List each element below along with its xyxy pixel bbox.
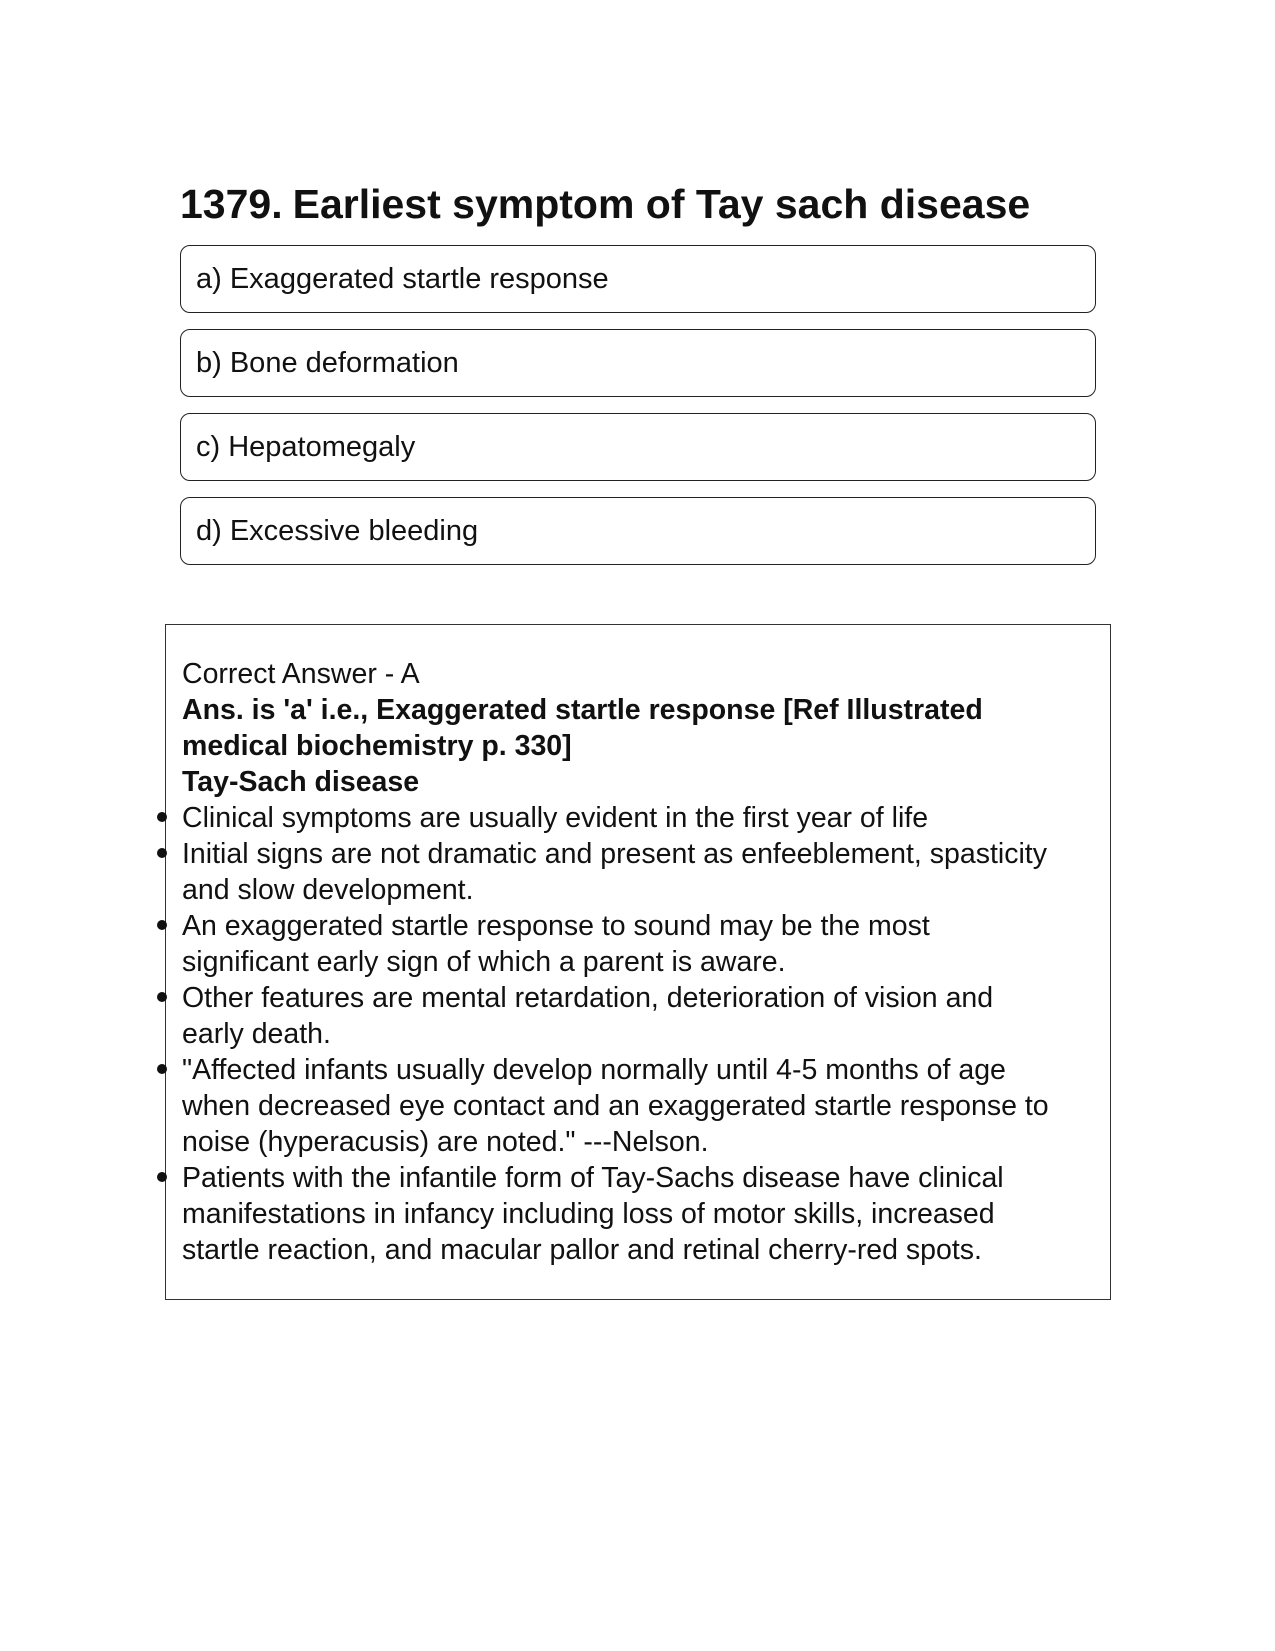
question-number: 1379.: [180, 181, 283, 227]
bullet-line: Other features are mental retardation, deterioration of vision and: [182, 982, 994, 1014]
bullet-item: [182, 800, 1096, 836]
bullet-item: [182, 908, 1096, 980]
explanation-line: Ans. is 'a' i.e., Exaggerated startle response [Ref Illustrated: [182, 694, 983, 726]
option-c[interactable]: [180, 413, 1096, 481]
explanation-heading: Tay-Sach disease: [182, 766, 420, 798]
bullet-item: [182, 836, 1096, 908]
option-label: d) Excessive bleeding: [196, 514, 479, 547]
option-a[interactable]: [180, 245, 1096, 313]
option-label: a) Exaggerated startle response: [196, 262, 609, 295]
bullet-line: An exaggerated startle response to sound may be the most: [182, 910, 930, 942]
answer-explanation-box: [165, 624, 1111, 1300]
bullet-line: early death.: [182, 1018, 331, 1050]
bullet-item: [182, 1052, 1096, 1160]
bullet-item: [182, 1160, 1096, 1268]
option-b[interactable]: [180, 329, 1096, 397]
explanation-bullet-list: [182, 800, 1096, 1268]
bullet-line: when decreased eye contact and an exaggerated startle response to: [182, 1090, 1049, 1122]
bullet-item: [182, 980, 1096, 1052]
bullet-line: noise (hyperacusis) are noted." ---Nelson.: [182, 1126, 709, 1158]
bullet-line: and slow development.: [182, 874, 474, 906]
option-label: c) Hepatomegaly: [196, 430, 416, 463]
bullet-line: "Affected infants usually develop normally until 4-5 months of age: [182, 1054, 1006, 1086]
bullet-line: startle reaction, and macular pallor and retinal cherry-red spots.: [182, 1234, 982, 1266]
correct-answer: Correct Answer - A: [182, 658, 420, 690]
option-label: b) Bone deformation: [196, 346, 459, 379]
bullet-dot-icon: [157, 848, 167, 858]
option-d[interactable]: [180, 497, 1096, 565]
bullet-dot-icon: [157, 1172, 167, 1182]
bullet-line: Clinical symptoms are usually evident in the first year of life: [182, 802, 929, 834]
bullet-line: manifestations in infancy including loss of motor skills, increased: [182, 1198, 995, 1230]
bullet-dot-icon: [157, 1064, 167, 1074]
bullet-line: Patients with the infantile form of Tay-Sachs disease have clinical: [182, 1162, 1004, 1194]
bullet-dot-icon: [157, 812, 167, 822]
question-text: Earliest symptom of Tay sach disease: [292, 181, 1031, 227]
bullet-dot-icon: [157, 920, 167, 930]
question-title: [180, 178, 1030, 230]
bullet-line: Initial signs are not dramatic and present as enfeeblement, spasticity: [182, 838, 1047, 870]
bullet-line: significant early sign of which a parent is aware.: [182, 946, 786, 978]
options-list: [180, 245, 1096, 581]
explanation-line: medical biochemistry p. 330]: [182, 730, 572, 762]
bullet-dot-icon: [157, 992, 167, 1002]
